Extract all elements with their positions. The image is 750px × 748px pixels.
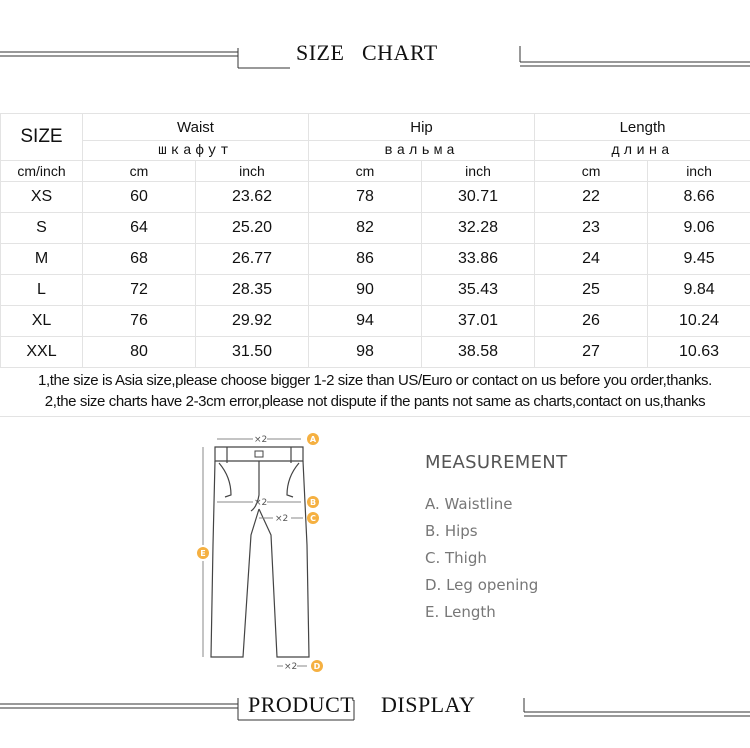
size-cell: L [1, 275, 83, 306]
unit-cm: cm [535, 161, 648, 182]
table-row [1, 244, 750, 275]
header-banner [0, 38, 750, 78]
length-cm-cell: 22 [535, 182, 648, 213]
group-header-row [1, 114, 750, 141]
measurement-item-hips: B. Hips [425, 522, 478, 540]
times-two-label: ×2 [284, 662, 298, 672]
waist-inch-cell: 31.50 [196, 337, 309, 368]
waist-cm-cell: 68 [83, 244, 196, 275]
marker-d-label: D [313, 662, 321, 671]
group-hip-ru: вальма [309, 141, 535, 161]
group-length-ru: длина [535, 141, 750, 161]
pants-outline-icon [211, 447, 309, 657]
size-cell: S [1, 213, 83, 244]
note-line-1: 1,the size is Asia size,please choose bigger 1-2 size than US/Euro or contact on us before you order,thanks. [38, 372, 712, 389]
measurement-item-length: E. Length [425, 603, 496, 621]
table-row [1, 182, 750, 213]
hip-cm-cell: 78 [309, 182, 422, 213]
hip-cm-cell: 82 [309, 213, 422, 244]
waist-inch-cell: 23.62 [196, 182, 309, 213]
length-cm-cell: 27 [535, 337, 648, 368]
button-icon [255, 451, 263, 457]
russian-label-row [1, 141, 750, 161]
times-two-label: ×2 [254, 498, 268, 508]
size-column-header: SIZE [1, 114, 83, 161]
group-waist-ru: шкафут [83, 141, 309, 161]
measurement-item-leg-opening: D. Leg opening [425, 576, 539, 594]
table-row [1, 275, 750, 306]
divider [0, 416, 750, 417]
length-inch-cell: 9.06 [648, 213, 750, 244]
hip-inch-cell: 37.01 [422, 306, 535, 337]
length-inch-cell: 10.24 [648, 306, 750, 337]
unit-inch: inch [196, 161, 309, 182]
hip-cm-cell: 98 [309, 337, 422, 368]
length-inch-cell: 9.84 [648, 275, 750, 306]
waist-cm-cell: 60 [83, 182, 196, 213]
group-hip-header: Hip [309, 114, 535, 141]
hip-inch-cell: 38.58 [422, 337, 535, 368]
measurement-title: MEASUREMENT [425, 452, 568, 473]
waist-cm-cell: 76 [83, 306, 196, 337]
times-two-label: ×2 [275, 514, 289, 524]
unit-inch: inch [648, 161, 750, 182]
length-cm-cell: 23 [535, 213, 648, 244]
hip-cm-cell: 86 [309, 244, 422, 275]
size-cell: XL [1, 306, 83, 337]
waist-inch-cell: 29.92 [196, 306, 309, 337]
waist-cm-cell: 72 [83, 275, 196, 306]
footer-title-display: DISPLAY [381, 692, 476, 717]
unit-label: cm/inch [1, 161, 83, 182]
length-inch-cell: 8.66 [648, 182, 750, 213]
group-length-header: Length [535, 114, 750, 141]
marker-a-label: A [309, 435, 317, 444]
size-cell: XXL [1, 337, 83, 368]
pants-measurement-diagram [185, 425, 345, 680]
measurement-item-waistline: A. Waistline [425, 495, 513, 513]
header-title-size: SIZE [296, 40, 345, 65]
hip-inch-cell: 35.43 [422, 275, 535, 306]
marker-b-label: B [309, 498, 317, 507]
length-inch-cell: 9.45 [648, 244, 750, 275]
hip-inch-cell: 33.86 [422, 244, 535, 275]
measurement-item-thigh: C. Thigh [425, 549, 487, 567]
unit-inch: inch [422, 161, 535, 182]
unit-row [1, 161, 750, 182]
hip-inch-cell: 32.28 [422, 213, 535, 244]
length-cm-cell: 24 [535, 244, 648, 275]
table-row [1, 306, 750, 337]
marker-c-label: C [310, 514, 316, 523]
length-inch-cell: 10.63 [648, 337, 750, 368]
times-two-label: ×2 [254, 435, 268, 445]
unit-cm: cm [83, 161, 196, 182]
hip-inch-cell: 30.71 [422, 182, 535, 213]
waist-inch-cell: 26.77 [196, 244, 309, 275]
marker-e-label: E [200, 549, 206, 558]
waist-inch-cell: 25.20 [196, 213, 309, 244]
unit-cm: cm [309, 161, 422, 182]
size-notes [0, 370, 750, 412]
measurement-legend [425, 452, 725, 626]
hip-cm-cell: 94 [309, 306, 422, 337]
footer-banner [0, 690, 750, 730]
size-cell: M [1, 244, 83, 275]
table-row [1, 337, 750, 368]
footer-title-product: PRODUCT [248, 692, 355, 717]
size-cell: XS [1, 182, 83, 213]
size-chart-table [0, 113, 750, 368]
waist-cm-cell: 64 [83, 213, 196, 244]
table-row [1, 213, 750, 244]
length-cm-cell: 26 [535, 306, 648, 337]
footer-decoration [0, 690, 750, 730]
length-cm-cell: 25 [535, 275, 648, 306]
note-line-2: 2,the size charts have 2-3cm error,please not dispute if the pants not same as charts,contact on us,thanks [44, 393, 706, 410]
measure-lines [203, 439, 307, 666]
group-waist-header: Waist [83, 114, 309, 141]
hip-cm-cell: 90 [309, 275, 422, 306]
header-title-chart: CHART [362, 40, 438, 65]
waist-cm-cell: 80 [83, 337, 196, 368]
waist-inch-cell: 28.35 [196, 275, 309, 306]
